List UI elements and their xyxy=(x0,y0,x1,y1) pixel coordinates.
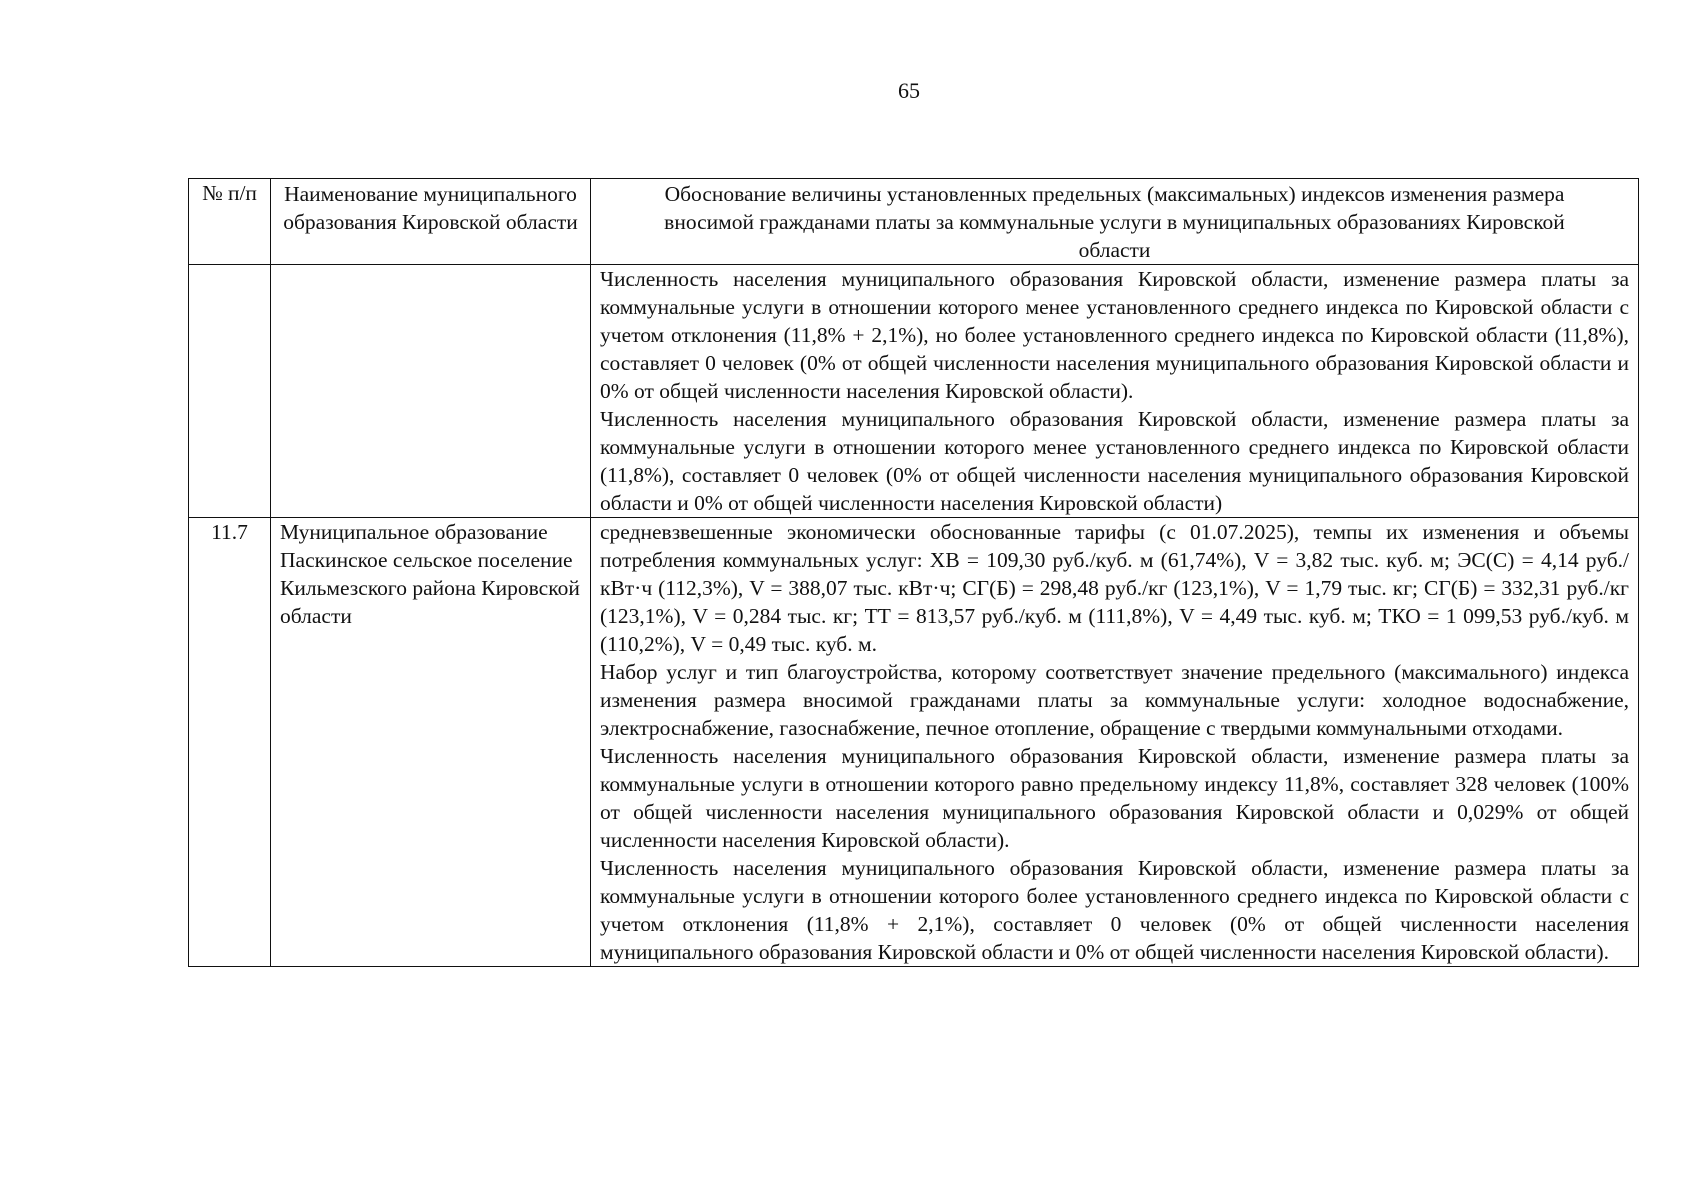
header-justification: Обоснование величины установленных предельных (максимальных) индексов изменения размера вносимой гражданами платы за коммунальные услуги в муниципальных образованиях Кировской области xyxy=(591,179,1639,265)
row-justification xyxy=(591,265,1639,518)
justification-paragraph: Численность населения муниципального образования Кировской области, изменение размера платы за коммунальные услуги в отношении которого более установленного среднего индекса по Кировской области с учетом отклонения (11,8% + 2,1%), составляет 0 человек (0% от общей численности населения муниципального образования Кировской области и 0% от общей численности населения Кировской области). xyxy=(600,856,1629,964)
table-header-row xyxy=(189,179,1639,265)
table-row xyxy=(189,265,1639,518)
header-num: № п/п xyxy=(189,179,271,265)
page-number: 65 xyxy=(898,78,920,103)
row-num: 11.7 xyxy=(189,518,271,967)
justification-paragraph: Численность населения муниципального образования Кировской области, изменение размера платы за коммунальные услуги в отношении которого равно предельному индексу 11,8%, составляет 328 человек (100% от общей численности населения муниципального образования Кировской области и 0,029% от общей численности населения Кировской области). xyxy=(600,744,1629,852)
justification-paragraph: средневзвешенные экономически обоснованные тарифы (с 01.07.2025), темпы их изменения и объемы потребления коммунальных услуг: ХВ = 109,30 руб./куб. м (61,74%), V = 3,82 тыс. куб. м; ЭС(С) = 4,14 руб./кВт·ч (112,3%), V = 388,07 тыс. кВт·ч; СГ(Б) = 298,48 руб./кг (123,1%), V = 1,79 тыс. кг; СГ(Б) = 332,31 руб./кг (123,1%), V = 0,284 тыс. кг; ТТ = 813,57 руб./куб. м (111,8%), V = 4,49 тыс. куб. м; ТКО = 1 099,53 руб./куб. м (110,2%), V = 0,49 тыс. куб. м. xyxy=(600,520,1629,656)
justification-table xyxy=(188,178,1639,967)
justification-paragraph: Численность населения муниципального образования Кировской области, изменение размера платы за коммунальные услуги в отношении которого менее установленного среднего индекса по Кировской области (11,8%), составляет 0 человек (0% от общей численности населения муниципального образования Кировской области и 0% от общей численности населения Кировской области) xyxy=(600,407,1629,515)
justification-paragraph: Набор услуг и тип благоустройства, которому соответствует значение предельного (максимального) индекса изменения размера вносимой гражданами платы за коммунальные услуги: холодное водоснабжение, электроснабжение, газоснабжение, печное отопление, обращение с твердыми коммунальными отходами. xyxy=(600,660,1629,740)
header-municipality-name: Наименование муниципального образования Кировской области xyxy=(271,179,591,265)
table-row xyxy=(189,518,1639,967)
justification-paragraph: Численность населения муниципального образования Кировской области, изменение размера платы за коммунальные услуги в отношении которого менее установленного среднего индекса по Кировской области с учетом отклонения (11,8% + 2,1%), но более установленного среднего индекса по Кировской области (11,8%), составляет 0 человек (0% от общей численности населения муниципального образования Кировской области и 0% от общей численности населения Кировской области). xyxy=(600,267,1629,403)
row-municipality-name xyxy=(271,265,591,518)
row-num xyxy=(189,265,271,518)
row-justification xyxy=(591,518,1639,967)
row-municipality-name: Муниципальное образование Паскинское сельское поселение Кильмезского района Кировской области xyxy=(271,518,591,967)
